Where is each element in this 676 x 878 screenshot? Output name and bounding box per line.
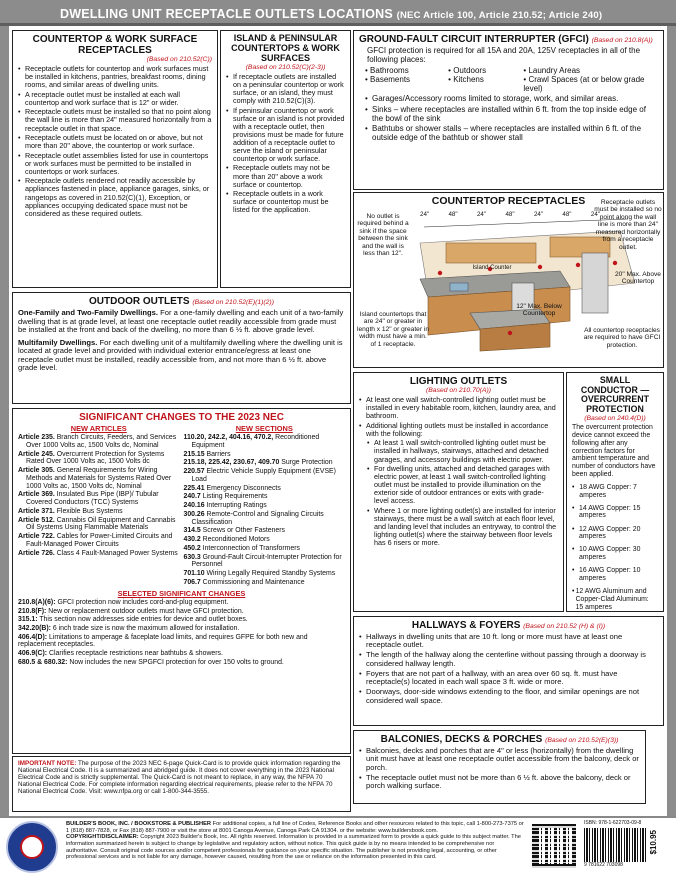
list-item: 450.2 Interconnection of Transformers [183,544,300,552]
place-item: • Outdoors [448,65,487,75]
bullet-list [365,95,658,143]
list-item: • 10 AWG Copper: 30 amperes [572,546,641,562]
list-item: 430.2 Reconditioned Motors [183,536,270,544]
list-item: Article 235. Branch Circuits, Feeders, and Services Over 1000 Volts ac, 1500 Volts dc, Nominal [18,434,177,450]
section-title: LIGHTING OUTLETS [409,376,508,387]
selected-changes-list [18,599,345,667]
list-item: 406.9(C): Clarifies receptacle restrictions near bathtubs & showers. [18,650,223,658]
bullet-list [18,65,212,218]
section-title-text: HALLWAYS & FOYERS [411,620,521,631]
page-number: 6 [654,799,660,809]
section-title-text: OUTDOOR OUTLETS [89,296,190,307]
section-ref: (Based on 210.52(E)(3)) [545,737,619,744]
conductor-list [572,484,658,612]
callout-island-countertops: Island countertops that are 24" or greater in length x 12" or greater in width must have a min. of 1 receptacle. [357,311,429,348]
paragraph-label: Multifamily Dwellings. [18,337,98,347]
list-item: • A receptacle outlet must be installed at each wall countertop and work surface that is 12" or wider. [18,91,212,107]
note-text: The purpose of the 2023 NEC 6-page Quick-Card is to provide quick information regarding the National Electrical Code. It is a summarized and abridged guide. It does not cover everything in the 2023 National Electrical Code and is strictly supplemental. The Quick-Card is not meant to replace, in any way, the NFPA 70 National Electrical Code. For complete information regarding electrical requirements, please refer to the NFPA 70 National Electrical Code. Visit: www.nfpa.org or call 1-800-344-3555. [18,760,341,796]
list-item: Article 369. Insulated Bus Pipe (IBP)/ Tubular Covered Conductors (TCC) Systems [18,491,159,507]
logo-emblem [20,835,44,859]
dimension-label: 24" [590,211,600,218]
list-item: • For dwelling units, attached and detached garages with electric power, at least 1 wall switch-controlled lighting outlet must be installed to provide illumination on the exterior side of outdoor entrances or exits with grade-level access. [367,465,558,505]
place-item: • Bathrooms [365,65,409,75]
outdoor-one-family [18,309,345,335]
balconies-box [353,730,646,804]
dimension-label: 48" [505,211,515,218]
list-item: 220.57 Electric Vehicle Supply Equipment (EVSE) Load [183,468,336,483]
publisher-name: BUILDER'S BOOK, INC. / BOOKSTORE & PUBLISHER [66,821,212,827]
bullet-list [359,633,658,706]
changes-columns [18,425,345,587]
list-item: 225.41 Emergency Disconnects [183,484,281,492]
section-title: SIGNIFICANT CHANGES TO THE 2023 NEC [79,412,284,423]
dimension-row [420,211,600,218]
page-title-ref: (NEC Article 100, Article 210.52; Article 240) [396,10,603,21]
dimension-label: 48" [448,211,458,218]
list-item: • Bathtubs or shower stalls – where receptacles are installed within 6 ft. of the outside edge of the bathtub or shower stall [365,125,658,143]
column-heading: NEW SECTIONS [235,424,293,433]
section-ref: (Based on 210.52(C)) [146,56,212,63]
list-item: • 12 AWG Aluminum and Copper-Clad Aluminum: 15 amperes [572,588,649,611]
list-item: • Receptacle outlet assemblies listed for use in countertops or work surfaces must be permitted to be installed in countertops or work surfaces. [18,152,212,176]
list-item: 342.20(B): 6 inch trade size is now the maximum allowed for installation. [18,624,240,632]
list-item: • 18 AWG Copper: 7 amperes [572,483,637,499]
callout-24-inch: Receptacle outlets must be installed so no point along the wall line is more than 24" measured horizontally from a receptacle outlet. [594,199,662,251]
list-item: • The receptacle outlet must not be more than 6 ½ ft. above the balcony, deck or porch walking surface. [359,774,640,791]
callout-20-max: 20" Max. Above Countertop [615,271,661,286]
list-item: 314.5 Screws or Other Fasteners [183,527,286,535]
callout-12-max: 12" Max. Below Countertop [516,303,562,318]
list-item: • Receptacle outlets must be located on or above, but not more than 20" above, the countertop or work surface. [18,134,212,150]
section-title [359,34,658,45]
section-title-text: GROUND-FAULT CIRCUIT INTERRUPTER (GFCI) [359,34,589,45]
list-item: • At least 1 wall switch-controlled lighting outlet must be installed in hallways, stairways, attached and detached garages, and accessory buildings with electric power. [367,439,558,463]
publisher-logo [6,821,58,873]
barcode [584,828,648,862]
list-item: • Balconies, decks and porches that are 4" or less (horizontally) from the dwelling unit must have at least one receptacle outlet accessible from the balcony, deck or porch. [359,747,640,773]
title-band [0,0,676,26]
small-conductor-intro: The overcurrent protection device cannot exceed the following after any correction factors for ambient temperature and number of conductors have been applied. [572,424,656,478]
list-item: Article 245. Overcurrent Protection for Systems Rated Over 1000 Volts ac, 1500 Volts dc [18,450,165,466]
important-note-box [12,756,351,812]
list-item: • At least one wall switch-controlled lighting outlet must be installed in every habitable room, kitchen, laundry area, and bathroom. [359,396,558,420]
island-peninsular-box [220,30,351,288]
list-item: 300.26 Remote-Control and Signaling Circuits Classification [183,510,324,526]
list-item: • Sinks – where receptacles are installed within 6 ft. from the top inside edge of the bowl of the sink [365,106,658,124]
section-title: ISLAND & PENINSULAR COUNTERTOPS & WORK SURFACES [231,33,340,63]
place-item: • Basements [365,74,411,84]
list-item: 680.5 & 680.32: Now includes the new SPGFCI protection for over 150 volts to ground. [18,658,284,666]
list-item: • Receptacle outlets rendered not readily accessible by appliances fastened in place, appliance garages, sinks, or rangetops as covered in 210.52(C)(1), Exception, or appliances occupying dedicated space must not be considered as these required outlets. [18,177,212,217]
footer [0,816,676,878]
list-item: 315.1: This section now addresses side entries for device and outlet boxes. [18,616,248,624]
qr-code-pattern [532,824,576,868]
copyright-label: COPYRIGHT/DISCLAIMER: [66,834,139,841]
bullet-list [359,747,640,791]
list-item: Article 371. Flexible Bus Systems [18,507,123,515]
section-ref: (Based on 240.4(D)) [584,414,646,422]
section-ref: (Based on 210.8(A)) [591,37,653,44]
bullet-list [226,73,345,215]
isbn-text: ISBN: 978-1-622703-09-8 [584,820,642,826]
list-item: • Receptacle outlets may not be more than 20" above a work surface or countertop. [226,164,345,188]
list-item: 215.18, 225.42, 230.67, 409.70 Surge Protection [183,459,333,467]
section-title [18,296,345,307]
list-item: 215.15 Barriers [183,450,231,458]
list-item: 240.7 Listing Requirements [183,493,268,501]
section-title [359,734,640,745]
list-item: • Where 1 or more lighting outlet(s) are installed for interior stairways, there must be a wall switch at each floor level, and landing level that includes an entryway, to control the lighting outlet(s) where the stairway between floor levels has 6 risers or more. [367,507,558,547]
list-item: Article 722. Cables for Power-Limited Circuits and Fault-Managed Power Circuits [18,533,173,548]
right-edge-strip [667,26,676,816]
list-item: Article 305. General Requirements for Wiring Methods and Materials for Systems Rated Over 1000 Volts ac, 1500 Volts dc, Nominal [18,467,172,490]
footer-text [66,821,528,861]
lighting-outlets-box [353,372,564,612]
section-ref: (Based on 210.70(A)) [426,387,491,394]
list-item: Article 512. Cannabis Oil Equipment and Cannabis Oil Systems Using Flammable Materials [18,516,176,532]
barcode-number: 9 781622 703098 [584,862,623,868]
section-ref: (Based on 210.52(C)(2-3)) [245,63,326,71]
dimension-label: 24" [533,211,544,218]
list-item: • If peninsular countertop or work surface or an island is not provided with a receptacle outlet, then provisions must be made for future addition of a receptacle outlet to serve the island or peninsular countertop or work surface. [226,107,345,163]
note-label: IMPORTANT NOTE: [18,760,77,767]
outdoor-multifamily [18,339,345,373]
place-item: • Crawl Spaces (at or below grade level) [523,74,645,93]
place-item: • Laundry Areas [523,65,581,75]
list-item: Article 726. Class 4 Fault-Managed Power Systems [18,549,178,557]
price-label: $10.95 [649,830,658,855]
page-title-text: DWELLING UNIT RECEPTACLE OUTLETS LOCATIONS [60,7,393,21]
list-item: • 14 AWG Copper: 15 amperes [572,504,641,520]
list-item: 406.4(D): Limitations to amperage & faceplate load limits, and requires GFPE for both new and replacement receptacles. [18,633,308,649]
list-item: • If receptacle outlets are installed on a peninsular countertop or work surface, or an island, they must comply with 210.52(C)(3). [226,73,345,105]
list-item: • Receptacle outlets must be installed so that no point along the wall line is more than 24" measured horizontally from a receptacle outlet in that space. [18,108,212,132]
callout-no-outlet: No outlet is required behind a sink if the space between the sink and the wall is less than 12". [357,213,409,258]
selected-changes-heading: SELECTED SIGNIFICANT CHANGES [117,588,246,598]
list-item: • Hallways in dwelling units that are 10 ft. long or more must have at least one receptacle outlet. [359,633,658,650]
page-title [60,7,602,22]
bullet-list [359,396,558,438]
outdoor-outlets-box [12,292,351,404]
list-item: • Receptacle outlets for countertop and work surfaces must be installed in kitchens, pantries, breakfast rooms, dining rooms, and similar areas of dwelling units. [18,65,212,89]
list-item: 630.3 Ground-Fault Circuit-Interrupter Protection for Personnel [183,553,342,569]
section-title: COUNTERTOP & WORK SURFACE RECEPTACLES [32,34,198,56]
list-item: • 12 AWG Copper: 20 amperes [572,525,641,541]
hallways-foyers-box [353,616,664,726]
sub-bullet-list [367,439,558,547]
new-sections-column [184,425,346,587]
gfci-box [353,30,664,190]
column-heading: NEW ARTICLES [70,424,127,433]
dimension-label: 24" [420,211,430,218]
callout-all-gfci: All countertop receptacles are required to have GFCI protection. [583,327,661,349]
dimension-label: 24" [476,211,487,218]
section-title: SMALL CONDUCTOR — OVERCURRENT PROTECTION [580,375,650,415]
list-item: • Additional lighting outlets must be installed in accordance with the following: [359,422,558,438]
list-item: 110.20, 242.2, 404.16, 470.2, Reconditioned Equipment [183,434,320,450]
list-item: • Foyers that are not part of a hallway, with an area over 60 sq. ft. must have receptacle(s) located in each wall space 3 ft. wide or more. [359,670,658,687]
copyright-text: Copyright 2023 Builder's Book, Inc. All rights reserved. Information is provided in a summarized form to provide a quick guide to this subject matter. The information summarized herein is subject to change by legislative and regulatory action, without notice. This quick guide is by no means intended to be comprehensive nor authoritative. Consult original code sources and/or competent professionals for guidance on your specific situation. The publisher is not providing legal, accounting, or other professional services and is not liable for any damage, however caused, resulting from the use or reliance on the information presented in this card. [66,834,521,861]
paragraph-label: One-Family and Two-Family Dwellings. [18,308,158,317]
list-item: 701.10 Wiring Legally Required Standby Systems [183,570,336,578]
significant-changes-box [12,408,351,754]
publisher-text: For additional copies, a full line of Codes, Reference Books and other resources related to this topic, call 1-800-273-7375 or 1 (818) 887-7828, or Fax (818) 887-7900 or visit the store at 8001 Canoga Avenue, Canoga Park CA 91304. or the website: www.buildersbook.com. [66,821,524,834]
list-item: • 16 AWG Copper: 10 amperes [572,567,641,582]
list-item: 706.7 Commissioning and Maintenance [183,578,305,586]
list-item: • Receptacle outlets in a work surface or countertop must be listed for the application. [226,190,345,214]
list-item: 210.8(A)(6): GFCI protection now includes cord-and-plug equipment. [18,598,229,606]
section-ref: (Based on 210.52(E)(1)(2)) [192,299,274,306]
countertop-receptacles-box [353,192,664,368]
new-articles-column [18,425,180,587]
section-title [359,620,658,631]
small-conductor-box [566,372,664,612]
list-item: • The length of the hallway along the centerline without passing through a doorway is considered hallway length. [359,651,658,668]
section-title: COUNTERTOP RECEPTACLES [431,195,586,207]
list-item: 210.8(F): New or replacement outdoor outlets must have GFCI protection. [18,607,244,615]
list-item: • Garages/Accessory rooms limited to storage, work, and similar areas. [365,95,658,104]
place-item: • Kitchens [448,74,484,84]
dimension-label: 48" [562,211,572,218]
gfci-intro: GFCI protection is required for all 15A and 20A, 125V receptacles in all of the following places: [367,46,641,64]
list-item: • Doorways, door-side windows extending to the floor, and similar openings are not considered wall space. [359,688,658,705]
section-title-text: BALCONIES, DECKS & PORCHES [380,734,543,745]
paragraph-text: For a one-family dwelling and each unit of a two-family dwelling that is at grade level, at least one receptacle outlet readily accessible from grade must be installed at the front and back of the dwelling, no more than 6 ½ ft. above grade level. [18,308,344,334]
paragraph-text: For each dwelling unit of a multifamily dwelling where the dwelling unit is located at grade level and provided with individual exterior entrance/egress at least one receptacle outlet must be installed, readily accessible from, and not more than 6 ½ ft. above grade level. [18,337,343,372]
section-ref: (Based on 210.52 (H) & (I)) [523,623,606,630]
left-edge-strip [0,26,9,816]
countertop-work-surface-box [12,30,218,288]
callout-island-counter: Island Counter [472,265,512,271]
gfci-places [365,67,658,94]
list-item: 240.16 Interrupting Ratings [183,502,267,510]
